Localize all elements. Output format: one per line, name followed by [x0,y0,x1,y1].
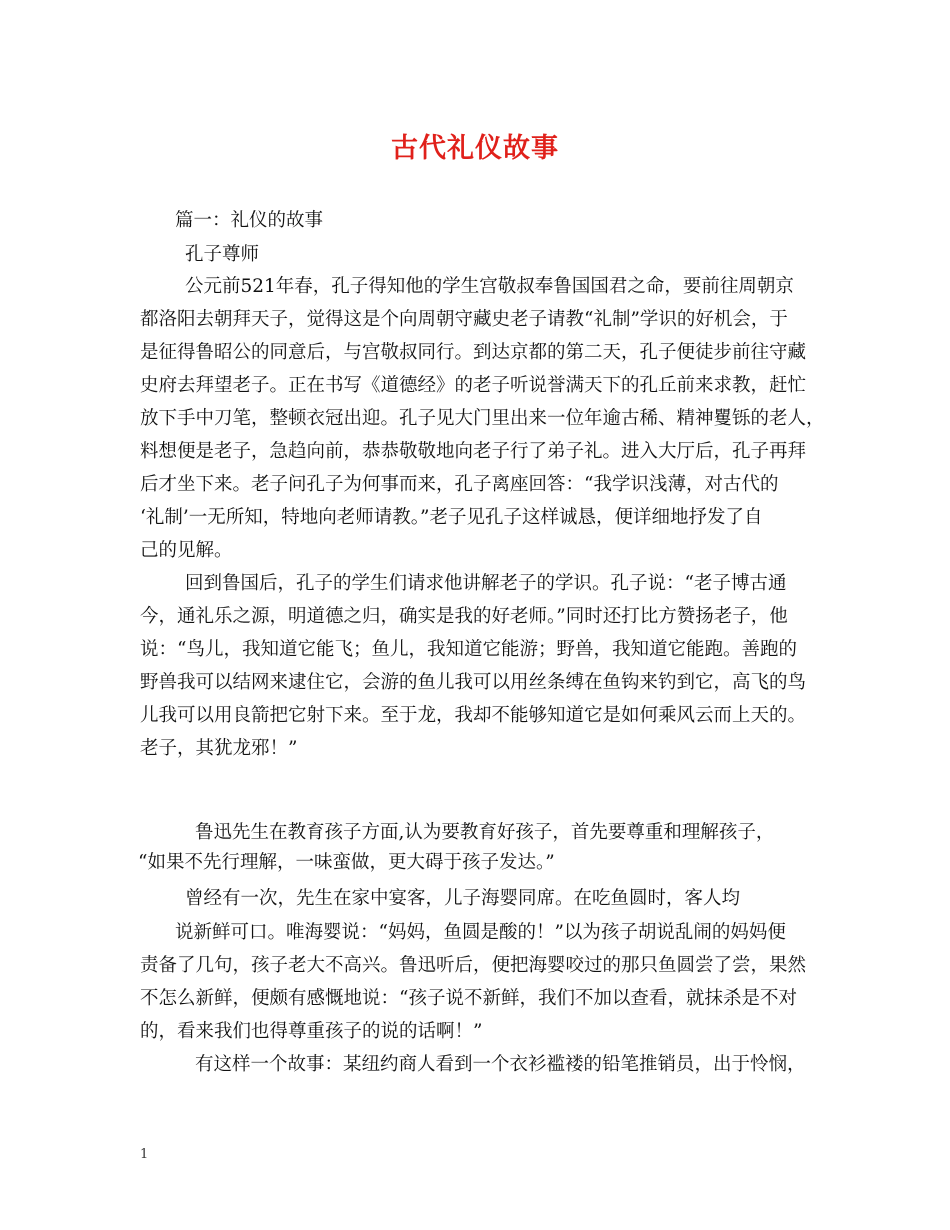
paragraph-line: “如果不先行理解，一味蛮做，更大碍于孩子发达。” [138,852,555,873]
paragraph-line: 责备了几句，孩子老大不高兴。鲁迅听后，便把海婴咬过的那只鱼圆尝了尝，果然 [140,955,807,976]
section-heading: 篇一：礼仪的故事 [175,210,324,231]
paragraph-line: 今，通礼乐之源，明道德之归，确实是我的好老师。”同时还打比方赞扬老子，他 [140,606,788,627]
story-title: 孔子尊师 [185,244,260,265]
paragraph-line: 放下手中刀笔，整顿衣冠出迎。孔子见大门里出来一位年逾古稀、精神矍铄的老人， [140,408,825,429]
document-title: 古代礼仪故事 [391,133,559,164]
paragraph-line: 鲁迅先生在教育孩子方面,认为要教育好孩子，首先要尊重和理解孩子， [195,822,775,843]
paragraph-line: 己的见解。 [140,540,233,561]
paragraph-line: 说新鲜可口。唯海婴说：“妈妈，鱼圆是酸的！”以为孩子胡说乱闹的妈妈便 [175,922,786,943]
paragraph-line: 儿我可以用良箭把它射下来。至于龙，我却不能够知道它是如何乘风云而上天的。 [140,705,807,726]
paragraph-line: 料想便是老子，急趋向前，恭恭敬敬地向老子行了弟子礼。进入大厅后，孔子再拜 [140,441,807,462]
paragraph-line: 有这样一个故事：某纽约商人看到一个衣衫褴褛的铅笔推销员，出于怜悯， [195,1054,806,1075]
paragraph-line: 公元前521年春，孔子得知他的学生宫敬叔奉鲁国国君之命，要前往周朝京 [185,276,794,297]
paragraph-line: 史府去拜望老子。正在书写《道德经》的老子听说誉满天下的孔丘前来求教，赶忙 [140,375,807,396]
paragraph-line: 是征得鲁昭公的同意后，与宫敬叔同行。到达京都的第二天，孔子便徒步前往守藏 [140,342,807,363]
paragraph-line: 的，看来我们也得尊重孩子的说的话啊！” [140,1021,483,1042]
paragraph-line: 说：“鸟儿，我知道它能飞；鱼儿，我知道它能游；野兽，我知道它能跑。善跑的 [140,639,797,660]
paragraph-line: 老子，其犹龙邪！” [140,738,298,759]
paragraph-line: 后才坐下来。老子问孔子为何事而来，孔子离座回答：“我学识浅薄，对古代的 [140,474,779,495]
paragraph-line: 野兽我可以结网来逮住它，会游的鱼儿我可以用丝条缚在鱼钩来钓到它，高飞的鸟 [140,672,807,693]
paragraph-line: ‘礼制’一无所知，特地向老师请教。”老子见孔子这样诚恳，便详细地抒发了自 [140,507,763,528]
paragraph-line: 曾经有一次，先生在家中宴客，儿子海婴同席。在吃鱼圆时，客人均 [185,888,741,909]
paragraph-line: 回到鲁国后，孔子的学生们请求他讲解老子的学识。孔子说：“老子博古通 [185,573,787,594]
paragraph-line: 不怎么新鲜，便颇有感慨地说：“孩子说不新鲜，我们不加以查看，就抹杀是不对 [140,988,797,1009]
paragraph-line: 都洛阳去朝拜天子，觉得这是个向周朝守藏史老子请教“礼制”学识的好机会，于 [140,309,788,330]
page-number: 1 [140,1147,149,1162]
